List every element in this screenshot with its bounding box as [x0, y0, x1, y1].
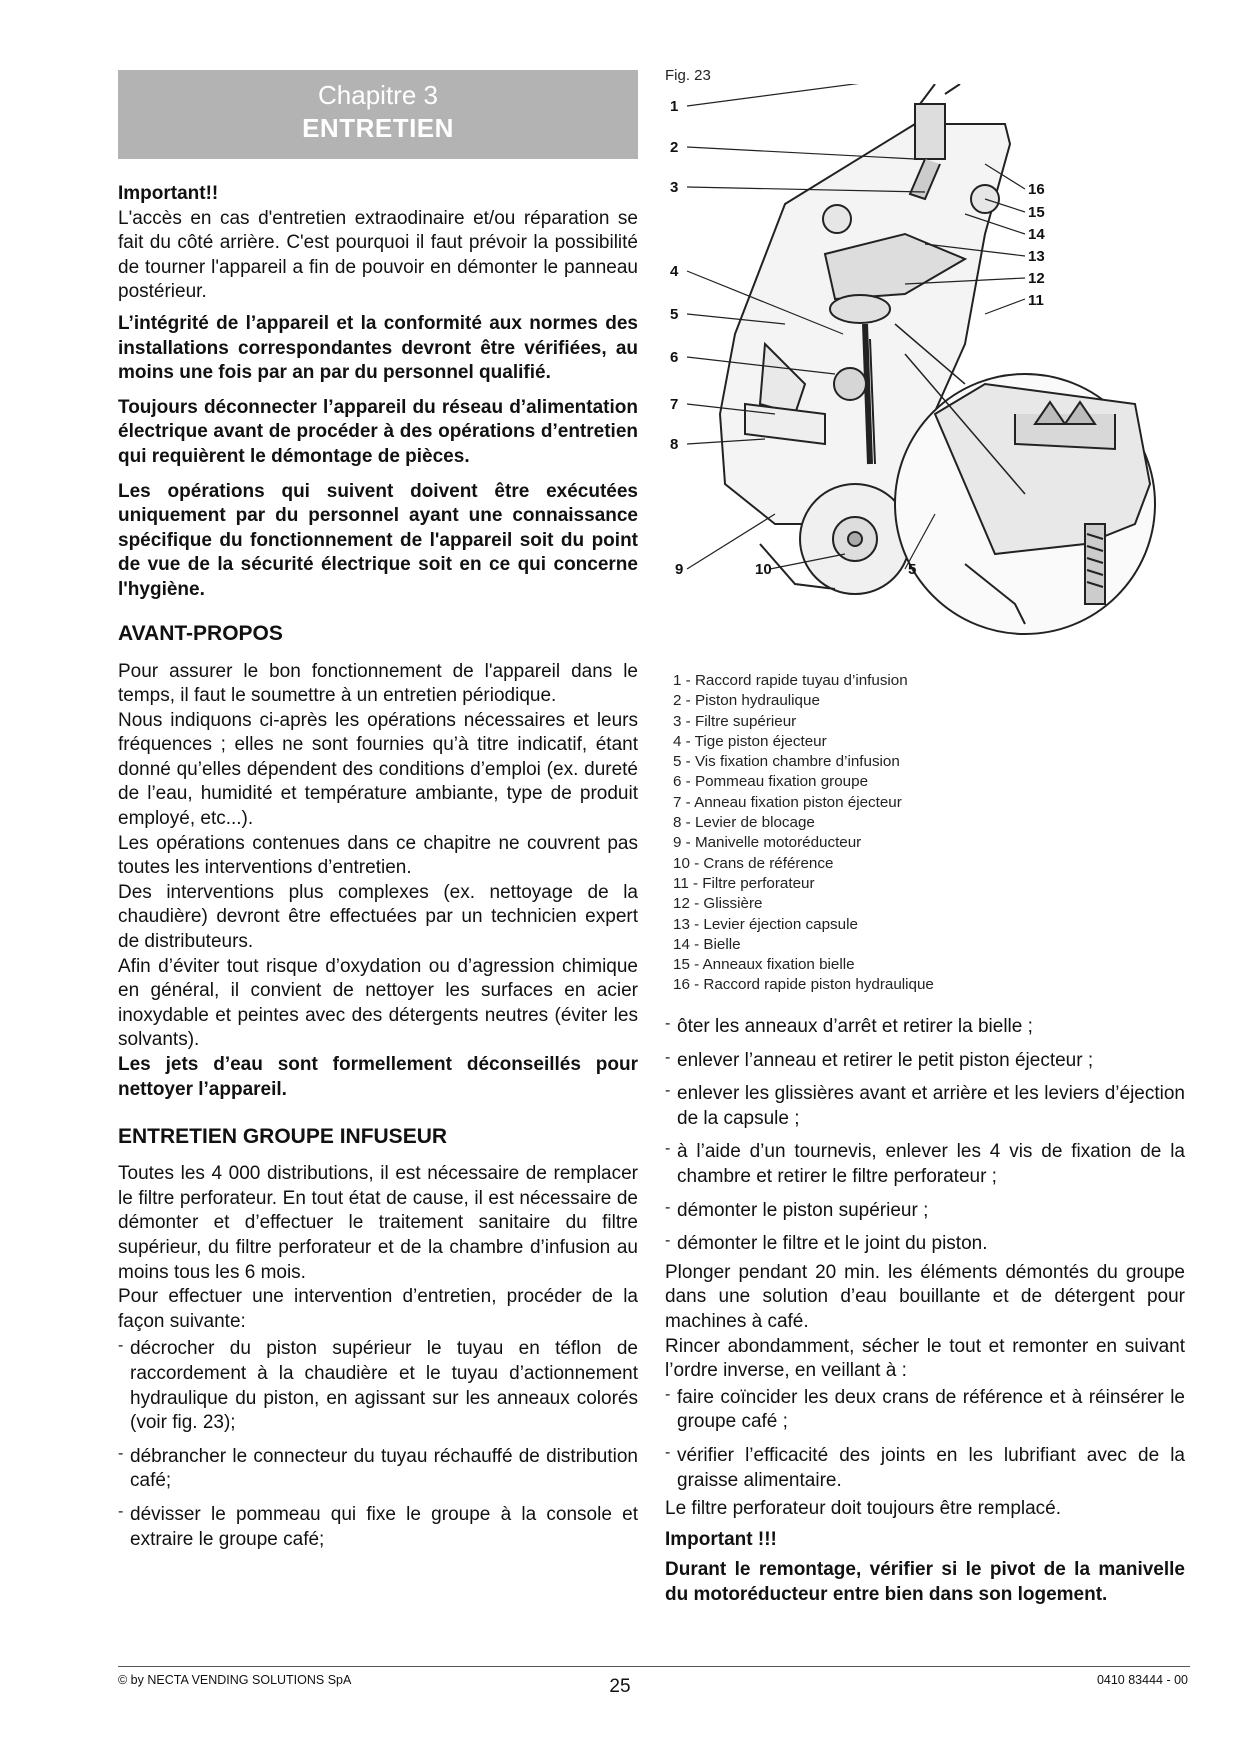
avant-paragraph-2: Nous indiquons ci-après les opérations nécessaires et leurs fréquences ; elles ne sont fournies qu’à titre indicatif, étant donné qu’elles dépendent des conditions d’emploi (ex. dureté de l’eau, humidité et température ambiante, type de produit employé, etc...).: [118, 709, 638, 830]
legend-item: 12 - Glissière: [673, 895, 763, 913]
list-item: - ôter les anneaux d’arrêt et retirer la bielle ;: [665, 1015, 1033, 1037]
integrity-paragraph: L’intégrité de l’appareil et la conformité aux normes des installations correspondantes devront être vérifiées, au moins une fois par an par du personnel qualifié.: [118, 312, 638, 384]
list-item: - faire coïncider les deux crans de référence et à réinsérer le groupe café ;: [665, 1385, 1185, 1433]
legend-item: 16 - Raccord rapide piston hydraulique: [673, 976, 934, 994]
rinse-paragraph: Rincer abondamment, sécher le tout et remonter en suivant l’ordre inverse, en veillant à :: [665, 1335, 1185, 1382]
callout-9: 9: [675, 561, 684, 578]
disconnect-paragraph: Toujours déconnecter l’appareil du réseau d’alimentation électrique avant de procéder à des opérations d’entretien qui requièrent le démontage de pièces.: [118, 396, 638, 467]
footer-copyright: © by NECTA VENDING SOLUTIONS SpA: [118, 1673, 352, 1687]
avant-paragraph-1: Pour assurer le bon fonctionnement de l'appareil dans le temps, il faut le soumettre à un entretien périodique.: [118, 660, 638, 707]
callout-14: 14: [1028, 226, 1045, 243]
legend-item: 4 - Tige piston éjecteur: [673, 732, 827, 750]
list-item: - débrancher le connecteur du tuyau réchauffé de distribution café;: [118, 1444, 638, 1492]
list-item: - enlever l’anneau et retirer le petit piston éjecteur ;: [665, 1048, 1094, 1071]
legend-item: 8 - Levier de blocage: [673, 814, 815, 832]
callout-15: 15: [1028, 204, 1045, 221]
section-heading-groupe-infuseur: ENTRETIEN GROUPE INFUSEUR: [118, 1125, 448, 1149]
figure-23: [665, 64, 1195, 578]
chapter-number: Chapitre 3: [318, 80, 438, 110]
important-heading-2: Important !!!: [665, 1528, 777, 1550]
callout-4: 4: [670, 263, 679, 280]
legend-item: 14 - Bielle: [673, 935, 741, 953]
callout-5: 5: [670, 306, 679, 323]
important-heading: Important!!: [118, 183, 219, 204]
callout-6: 6: [670, 349, 679, 366]
access-paragraph: L'accès en cas d'entretien extraodinaire et/ou réparation se fait du côté arrière. C'est pourquoi il faut prévoir la possibilité de tourner l'appareil a fin de pouvoir en démonter le panneau postérieur.: [118, 207, 638, 303]
soak-paragraph: Plonger pendant 20 min. les éléments démontés du groupe dans une solution d’eau bouillante et de détergent pour machines à café.: [665, 1261, 1185, 1332]
list-item: - vérifier l’efficacité des joints en les lubrifiant avec de la graisse alimentaire.: [665, 1443, 1185, 1491]
legend-item: 11 - Filtre perforateur: [673, 874, 815, 892]
list-item: - à l’aide d’un tournevis, enlever les 4 vis de fixation de la chambre et retirer le filtre perforateur ;: [665, 1140, 1185, 1187]
filter-note: Le filtre perforateur doit toujours être remplacé.: [665, 1498, 1062, 1520]
callout-5-bottom: 5: [908, 561, 917, 578]
legend-item: 1 - Raccord rapide tuyau d’infusion: [673, 672, 908, 689]
list-item: - dévisser le pommeau qui fixe le groupe à la console et extraire le groupe café;: [118, 1502, 638, 1550]
legend-item: 2 - Piston hydraulique: [673, 692, 820, 710]
callout-12: 12: [1028, 270, 1045, 287]
list-item: - démonter le filtre et le joint du piston.: [665, 1232, 988, 1255]
callout-16: 16: [1028, 181, 1045, 198]
water-jets-warning: Les jets d’eau sont formellement déconseillés pour nettoyer l’appareil.: [118, 1054, 638, 1100]
left-column: [118, 70, 638, 1552]
callout-13: 13: [1028, 248, 1045, 265]
avant-paragraph-5: Afin d’éviter tout risque d’oxydation ou d’agression chimique en général, il convient de nettoyer les surfaces en acier inoxydable et peintes avec des détergents neutres (éviter les solvants).: [118, 955, 638, 1051]
list-item: - enlever les glissières avant et arrière et les leviers d’éjection de la capsule ;: [665, 1082, 1185, 1129]
chapter-header: [118, 70, 638, 159]
callout-3: 3: [670, 179, 679, 196]
qualified-personnel-paragraph: Les opérations qui suivent doivent être exécutées uniquement par du personnel ayant une connaissance spécifique du fonctionnement de l'appareil soit du point de vue de la sécurité électrique soit en ce qui concerne l'hygiène.: [118, 480, 638, 600]
figure-legend: [673, 671, 1173, 996]
callout-10: 10: [755, 561, 772, 578]
callout-8: 8: [670, 436, 679, 453]
callout-1: 1: [670, 98, 679, 115]
callout-11: 11: [1028, 292, 1044, 309]
list-item: - démonter le piston supérieur ;: [665, 1198, 929, 1221]
legend-item: 10 - Crans de référence: [673, 854, 834, 872]
page-number: 25: [609, 1676, 631, 1697]
legend-item: 9 - Manivelle motoréducteur: [673, 834, 862, 852]
groupe-paragraph-2: Pour effectuer une intervention d’entretien, procéder de la façon suivante:: [118, 1286, 638, 1332]
infuser-group-diagram: [665, 84, 1195, 669]
document-code: 0410 83444 - 00: [1096, 1673, 1188, 1687]
avant-paragraph-4: Des interventions plus complexes (ex. nettoyage de la chaudière) devront être effectuées par un technicien expert de distributeurs.: [118, 881, 638, 953]
legend-item: 13 - Levier éjection capsule: [673, 915, 858, 933]
reassembly-warning: Durant le remontage, vérifier si le pivot de la manivelle du motoréducteur entre bien dans son logement.: [665, 1559, 1185, 1605]
figure-label: Fig. 23: [665, 67, 711, 84]
list-item: - décrocher du piston supérieur le tuyau en téflon de raccordement à la chaudière et le tuyau d’actionnement hydraulique du piston, en agissant sur les anneaux colorés (voir fig. 23);: [118, 1337, 638, 1434]
legend-item: 5 - Vis fixation chambre d’infusion: [673, 753, 900, 771]
legend-item: 3 - Filtre supérieur: [673, 712, 797, 730]
section-heading-avant-propos: AVANT-PROPOS: [118, 621, 283, 645]
avant-paragraph-3: Les opérations contenues dans ce chapitre ne couvrent pas toutes les interventions d’entretien.: [118, 832, 638, 879]
legend-item: 6 - Pommeau fixation groupe: [673, 773, 869, 791]
legend-item: 7 - Anneau fixation piston éjecteur: [673, 793, 902, 811]
chapter-title: ENTRETIEN: [302, 113, 454, 143]
legend-item: 15 - Anneaux fixation bielle: [673, 956, 855, 974]
right-column: [665, 1015, 1185, 1607]
callout-7: 7: [670, 396, 679, 413]
footer-divider: [118, 1666, 1190, 1667]
groupe-paragraph-1: Toutes les 4 000 distributions, il est nécessaire de remplacer le filtre perforateur. En tout état de cause, il est nécessaire de démonter et d’effectuer le traitement sanitaire du filtre supérieur, du filtre perforateur et de la chambre d’infusion au moins tous les 6 mois.: [118, 1163, 638, 1283]
callout-2: 2: [670, 139, 679, 156]
